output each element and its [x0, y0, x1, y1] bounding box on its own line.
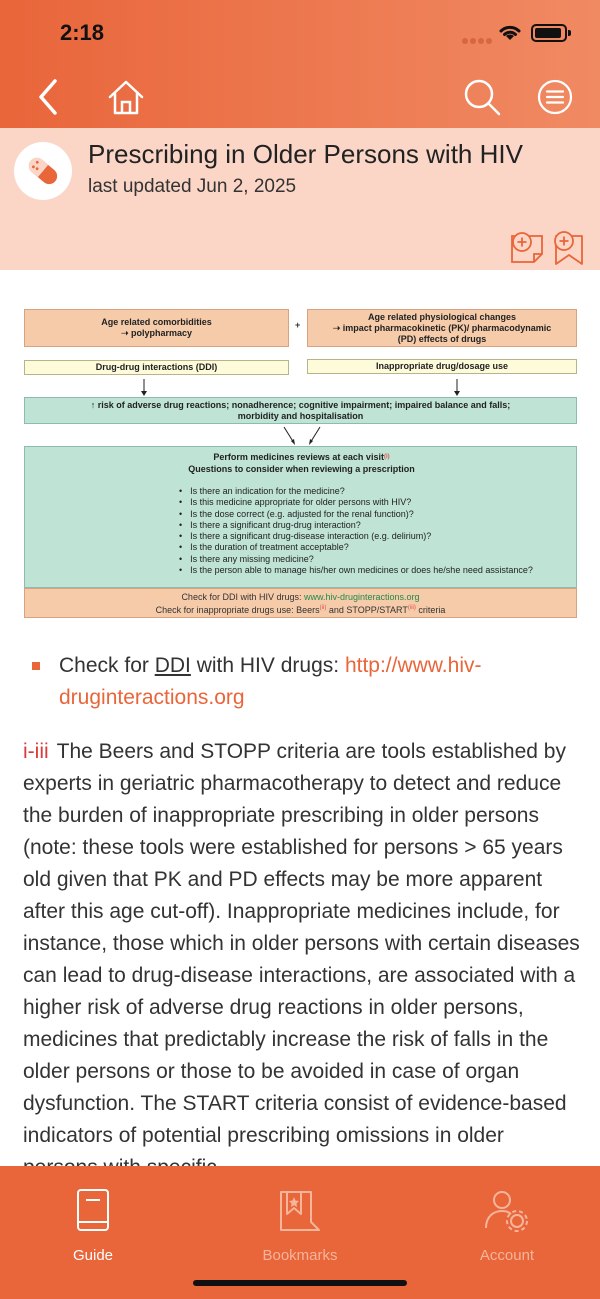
menu-icon — [536, 78, 574, 116]
tab-guide[interactable] — [33, 1188, 153, 1264]
list-item: • Is the person able to manage his/her own medicines or does he/she need assistance? — [179, 565, 533, 576]
footer-2-prefix: Check for inappropriate drugs use: Beers — [155, 605, 320, 615]
physio-line-2-text: impact pharmacokinetic (PK)/ pharmacodynamic — [342, 322, 552, 333]
physio-line-3: (PD) effects of drugs — [397, 333, 487, 344]
bullet-prefix: Check for — [59, 654, 155, 677]
figure-footer-line-2 — [25, 603, 576, 616]
add-bookmark-icon — [550, 228, 588, 266]
risk-box — [24, 397, 577, 424]
review-title-ref: (i) — [383, 453, 390, 460]
footer-1-prefix: Check for DDI with HIV drugs: — [181, 592, 304, 602]
menu-button[interactable] — [533, 75, 577, 119]
list-item: • Is the dose correct (e.g. adjusted for the renal function)? — [179, 509, 533, 520]
list-item: • Is this medicine appropriate for older persons with HIV? — [179, 497, 533, 508]
paragraph-text: The Beers and STOPP criteria are tools established by experts in geriatric pharmacotherapy to detect and reduce the burden of inappropriate prescribing in older persons (note: these tools were established for persons > 65 years old given that PK and PD effects may be more apparent after this age cut-off). Inappropriate medicines include, for instance, those which in older persons with certain diseases can lead to drug-disease interactions, are associated with a higher risk of adverse drug reactions in older persons, medicines that predictably increase the risk of falls in the older persons or those to be avoided in case of organ dysfunction. The START criteria consist of evidence-based indicators of potential prescribing omissions in older — [23, 740, 580, 1147]
add-bookmark-button[interactable] — [550, 228, 588, 266]
bullet-marker — [32, 662, 40, 670]
review-subtitle: Questions to consider when reviewing a prescription — [188, 463, 415, 474]
pill-icon — [14, 142, 72, 200]
home-indicator[interactable] — [193, 1280, 407, 1286]
prescribing-flow-figure — [24, 306, 577, 618]
footer-2-mid: and STOPP/START — [326, 605, 408, 615]
search-icon — [462, 77, 502, 117]
beers-ref: (ii) — [319, 605, 327, 611]
tab-account-label: Account — [479, 1247, 535, 1264]
signal-icon — [462, 31, 494, 49]
risk-line-2: morbidity and hospitalisation — [237, 410, 364, 421]
battery-icon — [531, 24, 567, 42]
page-title: Prescribing in Older Persons with HIV — [88, 139, 523, 169]
polypharmacy-text: polypharmacy — [131, 328, 193, 338]
physio-line-1: Age related physiological changes — [367, 311, 517, 322]
bookmarks-icon — [277, 1188, 323, 1234]
stopp-ref: (iii) — [407, 605, 416, 611]
add-note-button[interactable] — [508, 228, 546, 266]
top-bar — [0, 0, 600, 128]
wifi-icon — [497, 22, 523, 42]
list-item: • Is there an indication for the medicine? — [179, 486, 533, 497]
figure-ddi-link[interactable]: www.hiv-druginteractions.org — [303, 592, 420, 602]
ddi-glossary-link[interactable]: DDI — [154, 654, 191, 677]
tab-bookmarks-label: Bookmarks — [262, 1247, 338, 1264]
polypharmacy-label: ➝ polypharmacy — [120, 328, 193, 338]
review-title-text: Perform medicines reviews at each visit — [213, 451, 384, 462]
ddi-box: Drug-drug interactions (DDI) — [24, 360, 289, 375]
review-title — [25, 451, 578, 463]
physio-line-2: ➝ impact pharmacokinetic (PK)/ pharmacodynamic — [332, 322, 552, 333]
ddi-check-bullet — [32, 650, 572, 714]
tab-guide-label: Guide — [72, 1247, 114, 1264]
comorbidities-label: Age related comorbidities — [101, 317, 212, 327]
tab-account[interactable] — [447, 1188, 567, 1264]
list-item: • Is there a significant drug-disease interaction (e.g. delirium)? — [179, 531, 533, 542]
home-icon — [106, 77, 146, 117]
risk-line-1: ↑ risk of adverse drug reactions; nonadherence; cognitive impairment; impaired balance and falls; — [90, 399, 511, 410]
footer-2-suffix: criteria — [415, 605, 446, 615]
bullet-text — [32, 650, 572, 714]
physiological-box — [307, 309, 577, 347]
figure-footer — [24, 588, 577, 618]
bullet-mid: with HIV drugs: — [190, 654, 345, 677]
book-icon — [75, 1188, 111, 1234]
plus-sign: + — [295, 320, 301, 330]
back-button[interactable] — [26, 75, 70, 119]
list-item: • Is there a significant drug-drug interaction? — [179, 520, 533, 531]
tab-bookmarks[interactable] — [240, 1188, 360, 1264]
figure-footer-line-1 — [25, 592, 576, 603]
search-button[interactable] — [460, 75, 504, 119]
hiv-druginteractions-link[interactable]: http://www.hiv-druginteractions.org — [59, 654, 482, 709]
home-button[interactable] — [104, 75, 148, 119]
list-item: • Is the duration of treatment acceptable? — [179, 542, 533, 553]
chevron-left-icon — [35, 77, 61, 117]
add-note-icon — [508, 228, 546, 266]
list-item: • Is there any missing medicine? — [179, 554, 533, 565]
inappropriate-drug-box: Inappropriate drug/dosage use — [307, 359, 577, 374]
review-questions-list — [179, 486, 533, 576]
status-time: 2:18 — [60, 20, 105, 45]
reference-link[interactable]: i-iii — [23, 740, 49, 763]
comorbidities-box — [24, 309, 289, 347]
last-updated-text: last updated Jun 2, 2025 — [88, 176, 297, 197]
account-icon — [484, 1188, 530, 1234]
beers-stopp-paragraph — [23, 736, 583, 1184]
